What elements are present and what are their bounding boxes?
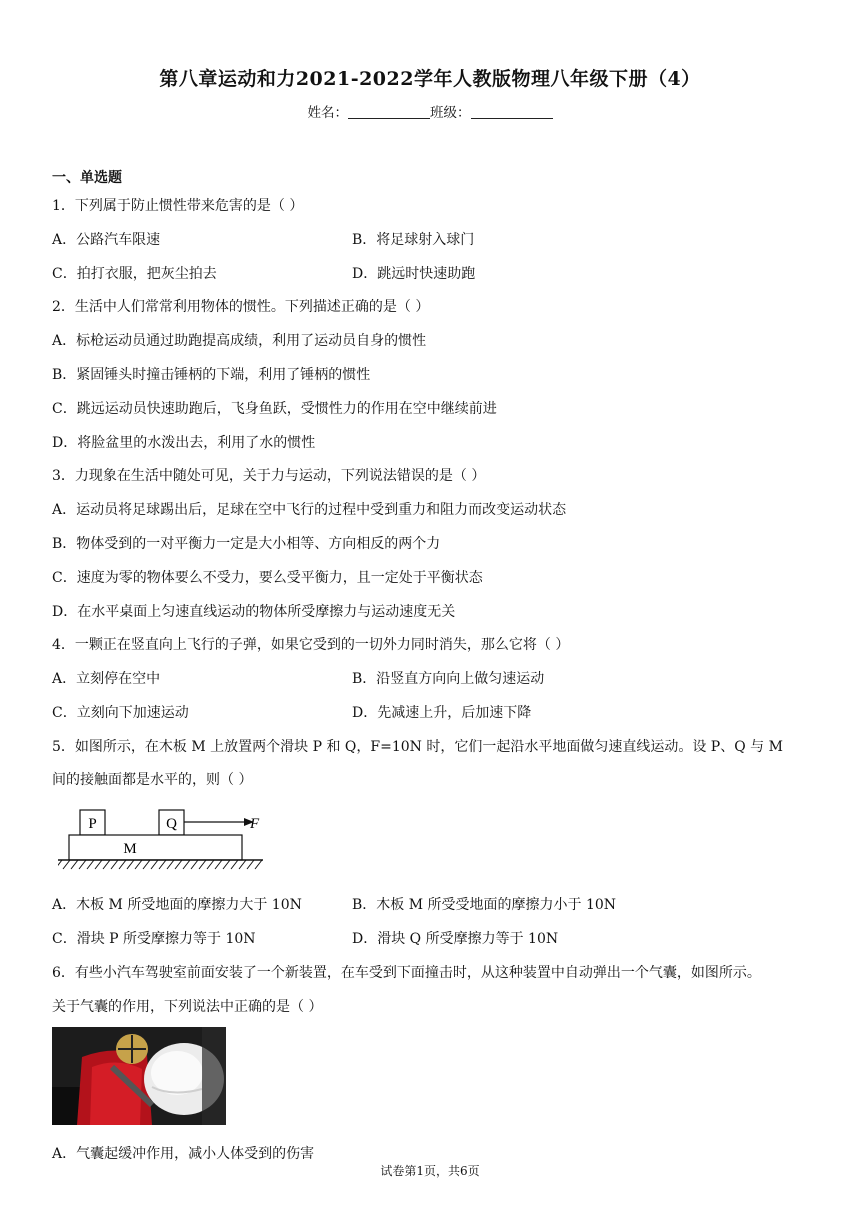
ground-hatch-line	[175, 860, 182, 869]
ground-hatch-line	[111, 860, 118, 869]
q4-option-c: C．立刻向下加速运动	[52, 705, 189, 721]
class-label: 班级：	[430, 105, 471, 121]
q5-option-a: A．木板 M 所受地面的摩擦力大于 10N	[52, 897, 302, 913]
question-6-stem-line1: 6．有些小汽车驾驶室前面安装了一个新装置，在车受到下面撞击时，从这种装置中自动弹出一个气囊，如图所示。	[52, 965, 761, 981]
ground-hatch-line	[231, 860, 238, 869]
document-title: 第八章运动和力2021-2022学年人教版物理八年级下册（4）	[159, 68, 701, 90]
ground-hatch-line	[87, 860, 94, 869]
q5-option-b: B．木板 M 所受受地面的摩擦力小于 10N	[352, 897, 617, 913]
q4-option-b: B．沿竖直方向向上做匀速运动	[352, 671, 545, 687]
ground-hatch-line	[103, 860, 110, 869]
ground-hatch-line	[71, 860, 78, 869]
q2-option-c: C．跳远运动员快速助跑后，飞身鱼跃，受惯性力的作用在空中继续前进	[52, 401, 497, 417]
class-blank	[471, 104, 553, 119]
q6-option-a: A．气囊起缓冲作用，减小人体受到的伤害	[52, 1146, 315, 1162]
question-3-stem: 3．力现象在生活中随处可见，关于力与运动，下列说法错误的是（ ）	[52, 468, 486, 484]
ground-hatch-line	[247, 860, 254, 869]
ground-hatch-line	[215, 860, 222, 869]
slider-p-label: P	[88, 816, 97, 832]
question-5-stem-line2: 间的接触面都是水平的，则（ ）	[52, 772, 253, 788]
ground-hatch-line	[119, 860, 126, 869]
ground-hatch-line	[223, 860, 230, 869]
ground-hatch-line	[58, 860, 62, 869]
ground-hatch-line	[79, 860, 86, 869]
q2-option-a: A．标枪运动员通过助跑提高成绩，利用了运动员自身的惯性	[52, 333, 427, 349]
q3-option-a: A．运动员将足球踢出后，足球在空中飞行的过程中受到重力和阻力而改变运动状态	[52, 502, 567, 518]
board-sliders-figure	[58, 804, 268, 872]
q1-option-a: A．公路汽车限速	[52, 232, 161, 248]
q1-option-b: B．将足球射入球门	[352, 232, 475, 248]
q1-option-c: C．拍打衣服，把灰尘拍去	[52, 266, 217, 282]
question-1-stem: 1．下列属于防止惯性带来危害的是（ ）	[52, 198, 304, 214]
question-4-stem: 4．一颗正在竖直向上飞行的子弹，如果它受到的一切外力同时消失，那么它将（ ）	[52, 637, 570, 653]
q3-option-c: C．速度为零的物体要么不受力，要么受平衡力，且一定处于平衡状态	[52, 570, 483, 586]
section-title: 一、单选题	[52, 170, 122, 186]
q3-option-d: D．在水平桌面上匀速直线运动的物体所受摩擦力与运动速度无关	[52, 604, 456, 620]
ground-hatch-line	[167, 860, 174, 869]
ground-hatch-line	[183, 860, 190, 869]
ground-hatch-line	[207, 860, 214, 869]
ground-hatch-line	[151, 860, 158, 869]
ground-hatch-line	[143, 860, 150, 869]
q1-option-d: D．跳远时快速助跑	[352, 266, 476, 282]
question-2-stem: 2．生活中人们常常利用物体的惯性。下列描述正确的是（ ）	[52, 299, 430, 315]
name-blank	[348, 104, 430, 119]
q5-option-c: C．滑块 P 所受摩擦力等于 10N	[52, 931, 256, 947]
slider-q-label: Q	[166, 816, 177, 832]
ground-hatch-line	[199, 860, 206, 869]
q4-option-d: D．先减速上升，后加速下降	[352, 705, 532, 721]
q2-option-d: D．将脸盆里的水泼出去，利用了水的惯性	[52, 435, 316, 451]
question-5-stem-line1: 5．如图所示，在木板 M 上放置两个滑块 P 和 Q，F=10N 时，它们一起沿水平地面做匀速直线运动。设 P、Q 与 M	[52, 739, 783, 755]
q2-option-b: B．紧固锤头时撞击锤柄的下端，利用了锤柄的惯性	[52, 367, 371, 383]
ground-hatch-line	[63, 860, 70, 869]
ground-hatch-line	[95, 860, 102, 869]
ground-hatch-line	[127, 860, 134, 869]
page-footer: 试卷第1页，共6页	[380, 1164, 480, 1178]
q5-option-d: D．滑块 Q 所受摩擦力等于 10N	[352, 931, 559, 947]
student-info	[0, 101, 860, 121]
ground-hatch-line	[159, 860, 166, 869]
question-6-stem-line2: 关于气囊的作用，下列说法中正确的是（ ）	[52, 999, 323, 1015]
q4-option-a: A．立刻停在空中	[52, 671, 161, 687]
force-label: F	[250, 816, 260, 832]
q3-option-b: B．物体受到的一对平衡力一定是大小相等、方向相反的两个力	[52, 536, 441, 552]
ground-hatch-line	[135, 860, 142, 869]
ground-hatch-line	[239, 860, 246, 869]
board-m-label: M	[123, 841, 137, 857]
name-label: 姓名：	[307, 105, 348, 121]
ground-hatch-line	[255, 860, 262, 869]
airbag-photo	[52, 1027, 226, 1125]
ground-hatch-line	[191, 860, 198, 869]
